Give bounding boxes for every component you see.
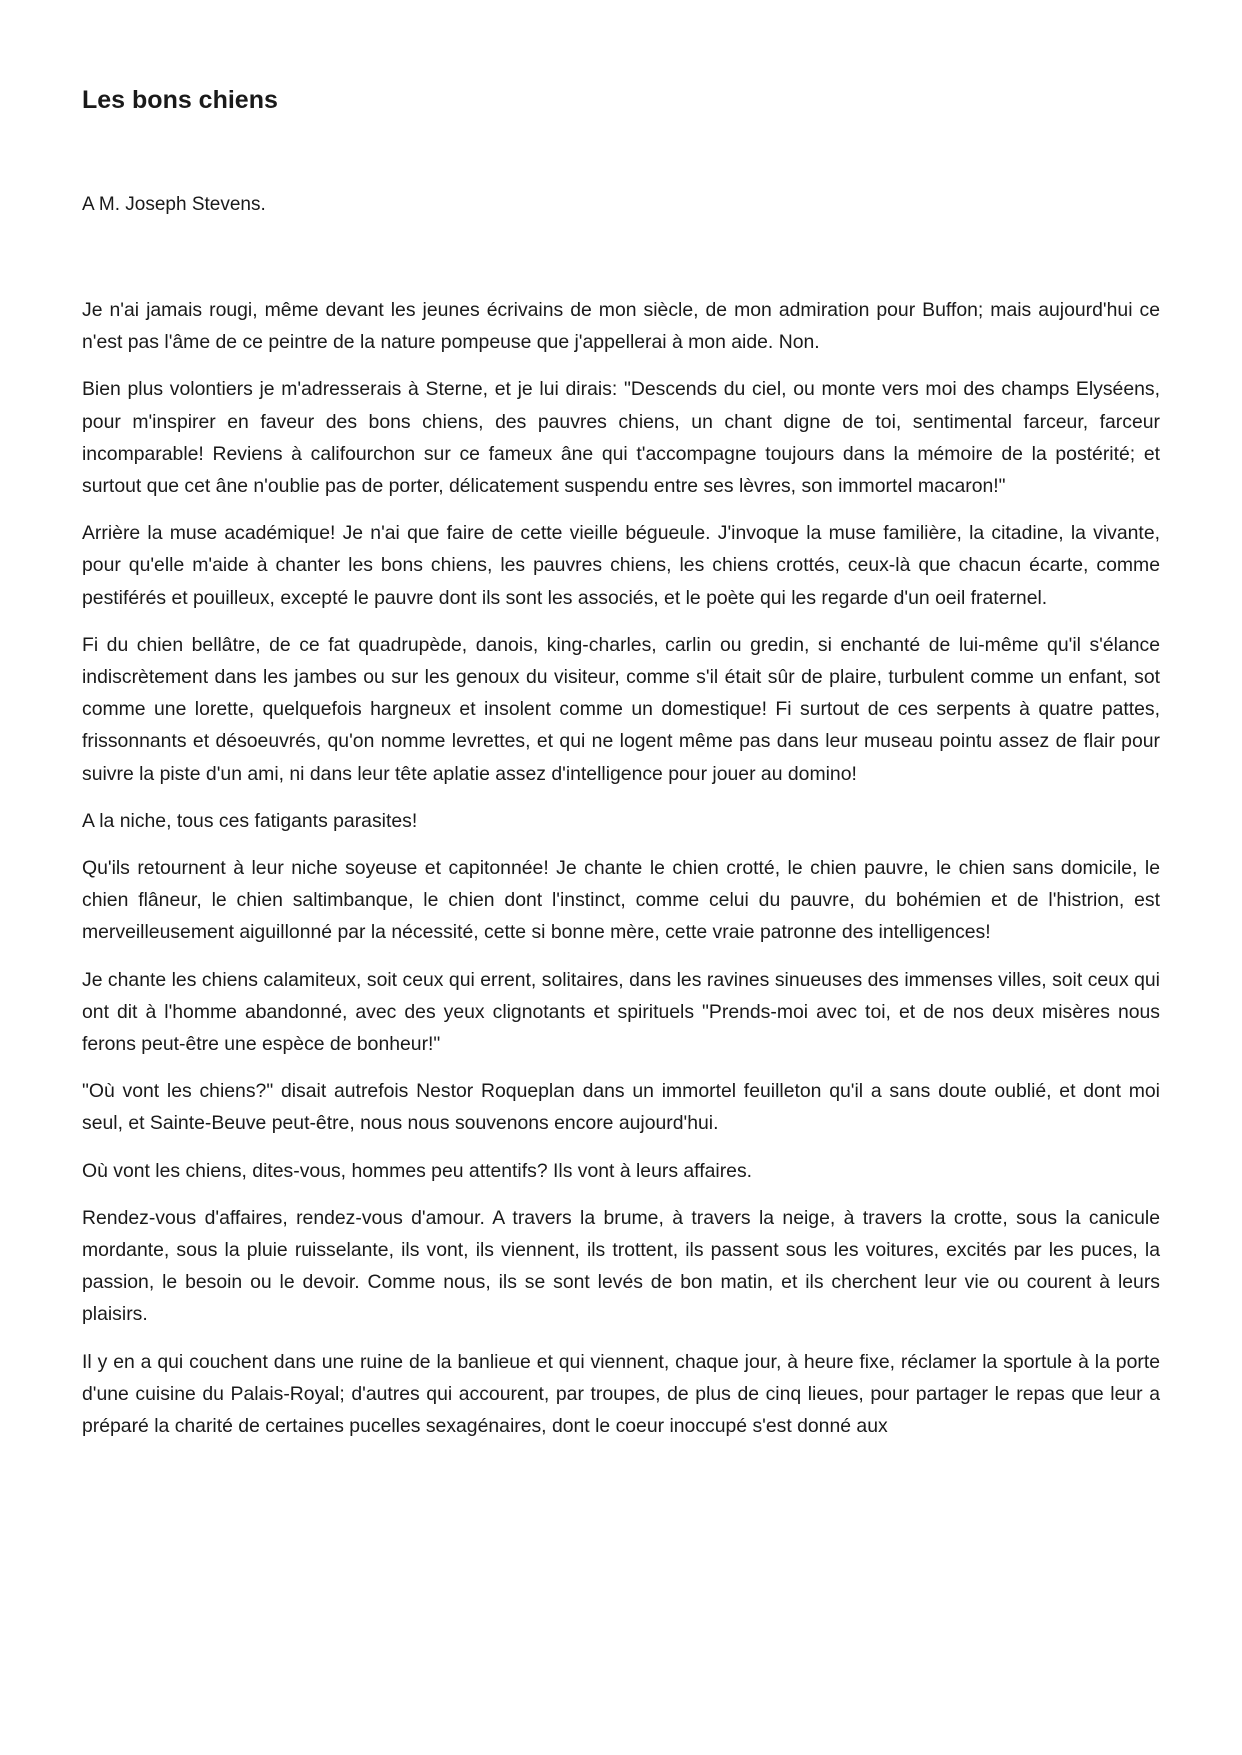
paragraph: Je chante les chiens calamiteux, soit ceux qui errent, solitaires, dans les ravines sinueuses des immenses villes, soit ceux qui ont dit à l'homme abandonné, avec des yeux clignotants et spirituels "Prends-moi avec toi, et de nos deux misères nous ferons peut-être une espèce de bonheur!" bbox=[82, 968, 1160, 1056]
paragraph: Il y en a qui couchent dans une ruine de la banlieue et qui viennent, chaque jour, à heure fixe, réclamer la sportule à la porte d'une cuisine du Palais-Royal; d'autres qui accourent, par troupes, de plus de cinq lieues, pour partager le repas que leur a préparé la charité de certaines pucelles sexagénaires, dont le coeur inoccupé s'est donné aux bbox=[82, 1350, 1160, 1438]
document-title: Les bons chiens bbox=[82, 86, 278, 114]
paragraph: Rendez-vous d'affaires, rendez-vous d'amour. A travers la brume, à travers la neige, à travers la crotte, sous la canicule mordante, sous la pluie ruisselante, ils vont, ils viennent, ils trottent, ils passent sous les voitures, excités par les puces, la passion, le besoin ou le devoir. Comme nous, ils se sont levés de bon matin, et ils cherchent leur vie ou courent à leurs plaisirs. bbox=[82, 1206, 1160, 1326]
paragraph: Fi du chien bellâtre, de ce fat quadrupède, danois, king-charles, carlin ou gredin, si enchanté de lui-même qu'il s'élance indiscrètement dans les jambes ou sur les genoux du visiteur, comme s'il était sûr de plaire, turbulent comme un enfant, sot comme une lorette, quelquefois hargneux et insolent comme un domestique! Fi surtout de ces serpents à quatre pattes, frissonnants et désoeuvrés, qu'on nomme levrettes, et qui ne logent même pas dans leur museau pointu assez de flair pour suivre la piste d'un ami, ni dans leur tête aplatie assez d'intelligence pour jouer au domino! bbox=[82, 633, 1160, 785]
paragraph: A la niche, tous ces fatigants parasites! bbox=[82, 809, 418, 832]
document-page bbox=[82, 76, 1160, 1438]
paragraph: Où vont les chiens, dites-vous, hommes peu attentifs? Ils vont à leurs affaires. bbox=[82, 1159, 753, 1182]
dedication: A M. Joseph Stevens. bbox=[82, 194, 266, 215]
paragraph: Je n'ai jamais rougi, même devant les jeunes écrivains de mon siècle, de mon admiration pour Buffon; mais aujourd'hui ce n'est pas l'âme de ce peintre de la nature pompeuse que j'appellerai à mon aide. Non. bbox=[82, 299, 1160, 354]
paragraph: Qu'ils retournent à leur niche soyeuse et capitonnée! Je chante le chien crotté, le chien pauvre, le chien sans domicile, le chien flâneur, le chien saltimbanque, le chien dont l'instinct, comme celui du pauvre, du bohémien et de l'histrion, est merveilleusement aiguillonné par la nécessité, cette si bonne mère, cette vraie patronne des intelligences! bbox=[82, 857, 1160, 944]
document-body bbox=[82, 294, 1160, 1457]
paragraph: Bien plus volontiers je m'adresserais à Sterne, et je lui dirais: "Descends du ciel, ou monte vers moi des champs Elyséens, pour m'inspirer en faveur des bons chiens, des pauvres chiens, un chant digne de toi, sentimental farceur, farceur incomparable! Reviens à califourchon sur ce fameux âne qui t'accompagne toujours dans la mémoire de la postérité; et surtout que cet âne n'oublie pas de porter, délicatement suspendu entre ses lèvres, son immortel macaron!" bbox=[82, 378, 1160, 498]
paragraph: Arrière la muse académique! Je n'ai que faire de cette vieille bégueule. J'invoque la muse familière, la citadine, la vivante, pour qu'elle m'aide à chanter les bons chiens, les pauvres chiens, les chiens crottés, ceux-là que chacun écarte, comme pestiférés et pouilleux, excepté le pauvre dont ils sont les associés, et le poète qui les regarde d'un oeil fraternel. bbox=[82, 522, 1160, 609]
paragraph: "Où vont les chiens?" disait autrefois Nestor Roqueplan dans un immortel feuilleton qu'il a sans doute oublié, et dont moi seul, et Sainte-Beuve peut-être, nous nous souvenons encore aujourd'hui. bbox=[82, 1080, 1160, 1135]
